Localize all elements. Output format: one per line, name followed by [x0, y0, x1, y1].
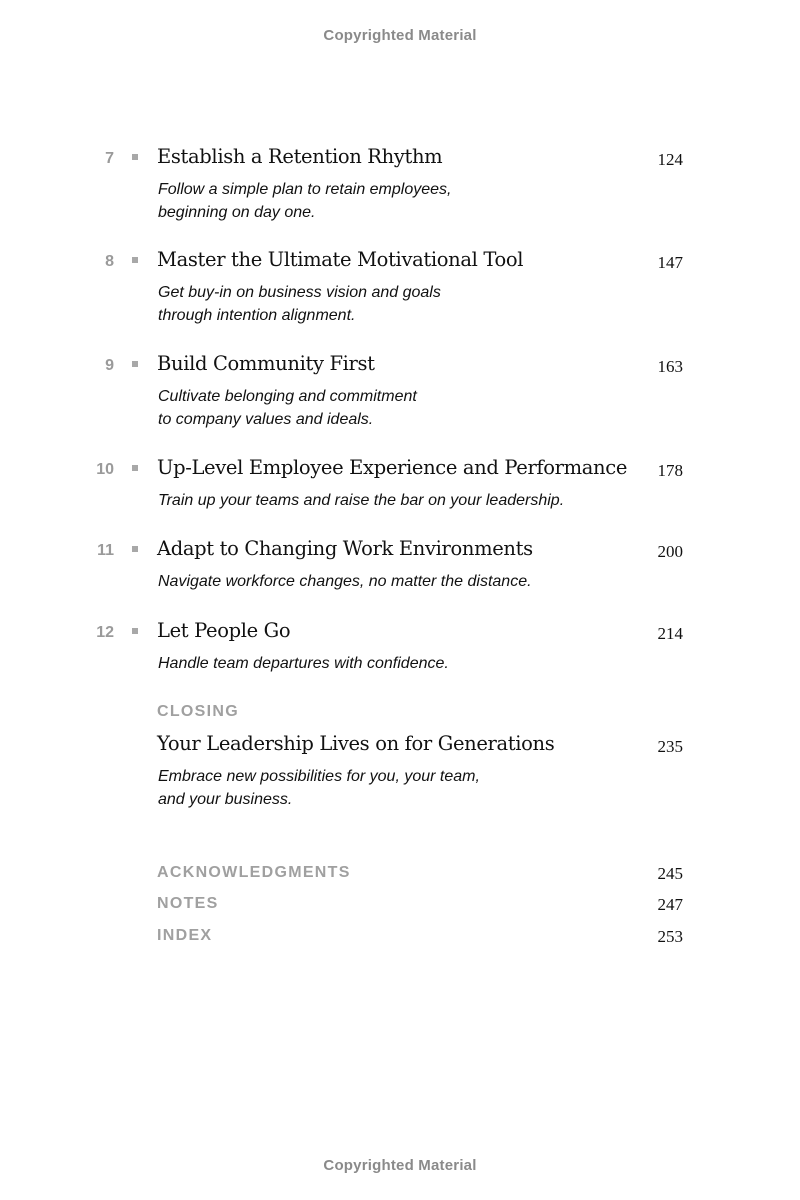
index-label[interactable]: INDEX [157, 927, 213, 944]
chapter-page-number: 200 [657, 542, 683, 561]
chapter-page-number: 178 [657, 461, 683, 480]
chapter-page-number: 124 [657, 150, 683, 169]
chapter-page-number: 163 [657, 357, 683, 376]
chapter-description-line: Follow a simple plan to retain employees, [158, 181, 452, 198]
chapter-title[interactable]: Up-Level Employee Experience and Performance [157, 456, 628, 479]
chapter-title[interactable]: Adapt to Changing Work Environments [157, 537, 533, 560]
chapter-number: 11 [97, 542, 114, 559]
chapter-description [158, 490, 564, 513]
bullet-square-icon [132, 628, 138, 634]
bullet-square-icon [132, 257, 138, 263]
index-page-number: 253 [657, 927, 683, 946]
chapter-description-line: Get buy-in on business vision and goals [158, 284, 441, 301]
chapter-description [158, 653, 449, 676]
chapter-description-line: Handle team departures with confidence. [158, 655, 449, 672]
bullet-square-icon [132, 546, 138, 552]
notes-page-number: 247 [657, 895, 683, 914]
chapter-number: 10 [96, 461, 114, 478]
chapter-number: 12 [96, 624, 114, 641]
chapter-title[interactable]: Let People Go [157, 619, 291, 642]
toc-entry-notes[interactable] [0, 893, 800, 917]
closing-description [158, 766, 480, 811]
copyright-watermark-bottom: Copyrighted Material [323, 1157, 477, 1174]
copyright-watermark-top: Copyrighted Material [323, 27, 477, 44]
chapter-page-number: 147 [657, 253, 683, 272]
bullet-square-icon [132, 154, 138, 160]
acknowledgments-label[interactable]: ACKNOWLEDGMENTS [157, 864, 351, 881]
toc-entry-acknowledgments[interactable] [0, 862, 800, 886]
chapter-description-line: to company values and ideals. [158, 410, 374, 428]
closing-label: CLOSING [157, 703, 239, 720]
chapter-page-number: 214 [657, 624, 683, 643]
bullet-square-icon [132, 465, 138, 471]
chapter-title[interactable]: Build Community First [157, 352, 375, 375]
chapter-description [158, 179, 451, 224]
closing-description-line: and your business. [158, 790, 293, 808]
chapter-description-line: Navigate workforce changes, no matter the distance. [158, 573, 532, 590]
closing-title[interactable]: Your Leadership Lives on for Generations [157, 732, 555, 755]
chapter-description-line: Cultivate belonging and commitment [158, 388, 417, 405]
closing-description-line: Embrace new possibilities for you, your team, [158, 768, 480, 785]
notes-label[interactable]: NOTES [157, 895, 219, 912]
acknowledgments-page-number: 245 [657, 864, 683, 883]
closing-page-number: 235 [657, 737, 683, 756]
chapter-description-line: beginning on day one. [158, 203, 316, 221]
chapter-title[interactable]: Establish a Retention Rhythm [157, 145, 443, 168]
chapter-number: 9 [105, 357, 114, 374]
chapter-title[interactable]: Master the Ultimate Motivational Tool [157, 248, 524, 271]
chapter-description [158, 571, 532, 594]
toc-entry-index[interactable] [0, 925, 800, 949]
chapter-description [158, 282, 441, 327]
bullet-square-icon [132, 361, 138, 367]
chapter-number: 7 [105, 150, 114, 167]
chapter-number: 8 [105, 253, 114, 270]
chapter-description [158, 386, 417, 431]
chapter-description-line: through intention alignment. [158, 306, 356, 324]
chapter-description-line: Train up your teams and raise the bar on your leadership. [158, 492, 565, 509]
